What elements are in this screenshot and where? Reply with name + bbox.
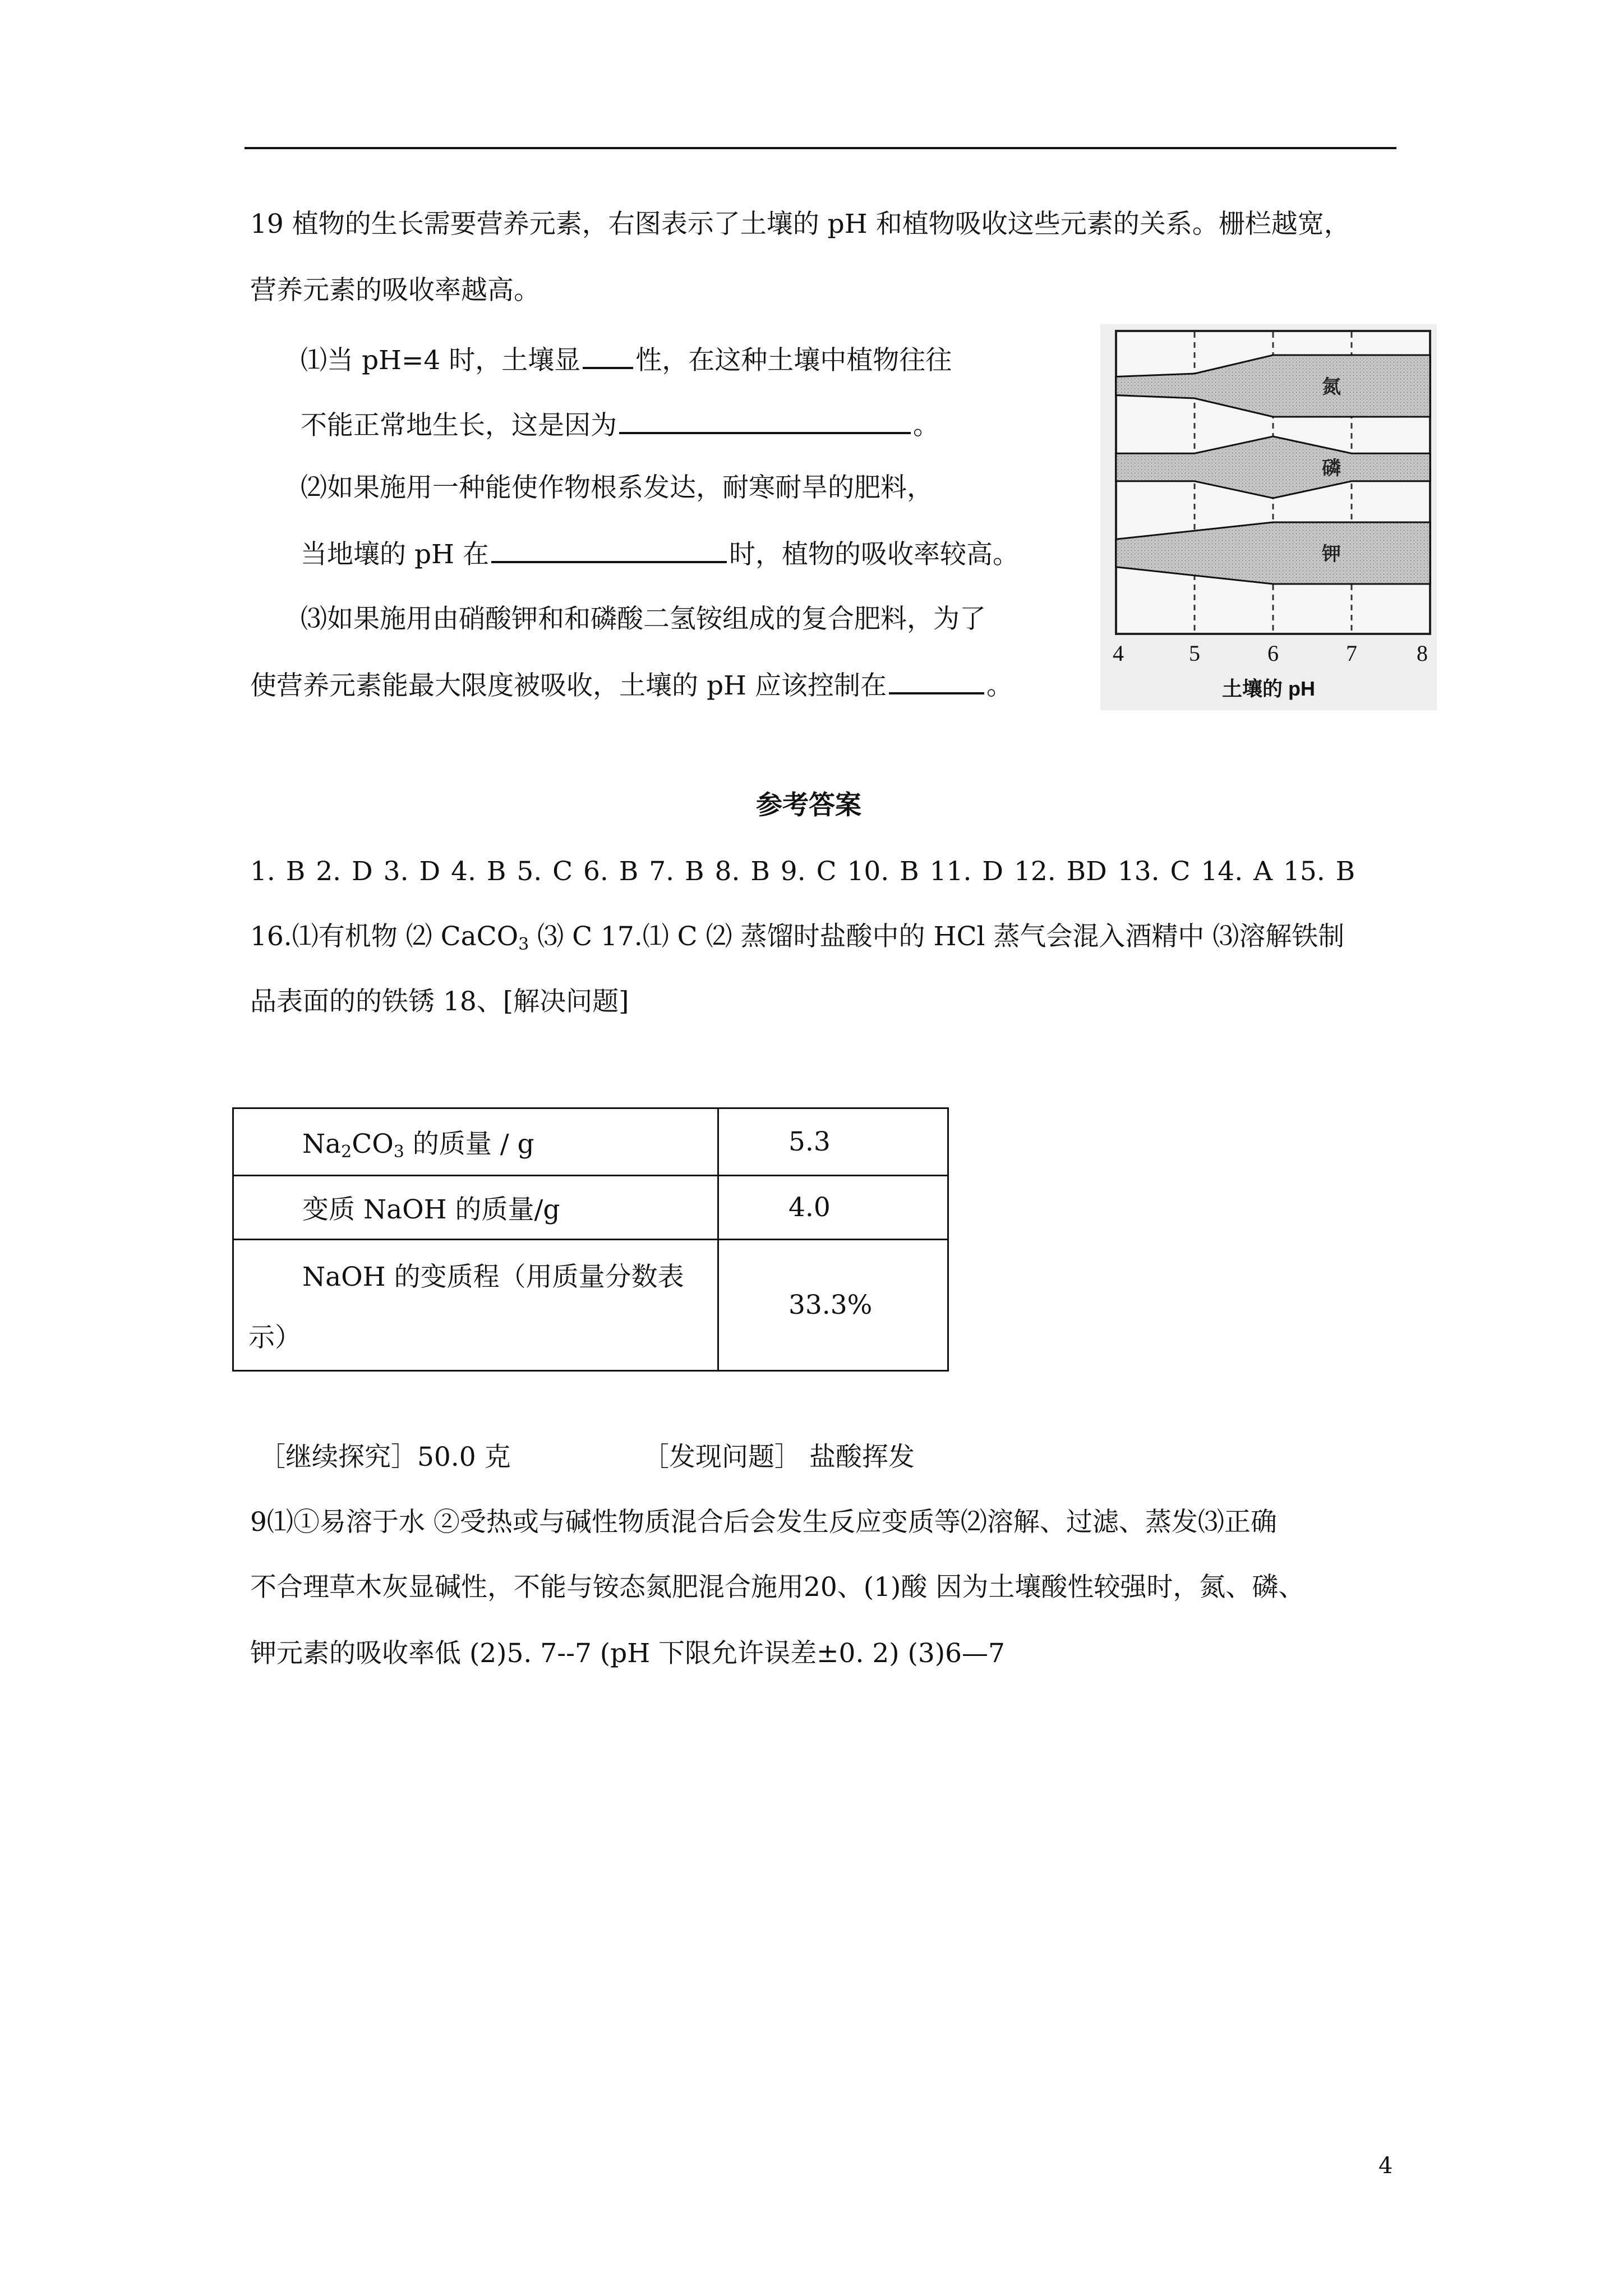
- answers-line-5: 9⑴①易溶于水 ②受热或与碱性物质混合后会发生反应变质等⑵溶解、过滤、蒸发⑶正确: [250, 1507, 1277, 1538]
- x-axis-label: 土壤的 pH: [1222, 677, 1315, 700]
- q19-part2b-prefix: 当地壤的 pH 在: [301, 539, 489, 570]
- x-tick-label: 7: [1346, 641, 1357, 666]
- table-row: [233, 1240, 948, 1371]
- header-rule: [245, 147, 1396, 149]
- q19-part3b-suffix: 。: [986, 670, 1013, 701]
- q19-part1b-suffix: 。: [913, 410, 939, 441]
- q19-intro-line1: 19 植物的生长需要营养元素，右图表示了土壤的 pH 和植物吸收这些元素的关系。栅栏越宽，: [250, 209, 1350, 240]
- answer-blank-3[interactable]: [491, 536, 727, 563]
- x-tick-label: 4: [1113, 641, 1124, 666]
- subscript: 3: [393, 1142, 404, 1162]
- nutrient-label: 磷: [1322, 457, 1341, 480]
- table-row: [233, 1176, 948, 1240]
- answer-blank-2[interactable]: [619, 407, 911, 434]
- nutrient-bands: [1116, 355, 1430, 584]
- q19-part3-line1: ⑶如果施用由硝酸钾和和磷酸二氢铵组成的复合肥料，为了: [301, 604, 986, 634]
- answer-blank-1[interactable]: [583, 342, 633, 369]
- row3-value: 33.3%: [789, 1290, 873, 1320]
- answers-line-2a: 16.⑴有机物 ⑵ CaCO: [250, 921, 519, 952]
- q19-part1-line1: [301, 342, 952, 378]
- x-tick-label: 6: [1267, 641, 1279, 666]
- nutrient-label: 氮: [1322, 376, 1341, 398]
- row1-value: 5.3: [789, 1126, 831, 1157]
- row2-value: 4.0: [789, 1192, 831, 1223]
- x-tick-label: 8: [1417, 641, 1428, 666]
- q19-part1b-prefix: 不能正常地生长，这是因为: [301, 410, 617, 441]
- row3-label-b: 示）: [248, 1322, 301, 1353]
- subscript: 2: [341, 1142, 352, 1162]
- answers-line-7: 钾元素的吸收率低 (2)5. 7--7 (pH 下限允许误差±0. 2) (3)6—7: [250, 1638, 1005, 1669]
- answers-line-2: [250, 920, 1344, 954]
- q19-part3b-prefix: 使营养元素能最大限度被吸收，土壤的 pH 应该控制在: [250, 670, 887, 701]
- answer-blank-4[interactable]: [889, 668, 984, 694]
- table-cell-value: [718, 1108, 948, 1176]
- q19-part1-prefix: ⑴当 pH=4 时，土壤显: [301, 345, 581, 376]
- q19-part2-line2: [301, 536, 1019, 572]
- answers-line-6: 不合理草木灰显碱性，不能与铵态氮肥混合施用20、(1)酸 因为土壤酸性较强时，氮、磷、: [250, 1572, 1305, 1603]
- soil-ph-absorption-chart: [1100, 324, 1437, 710]
- q19-intro-line2: 营养元素的吸收率越高。: [250, 275, 540, 306]
- x-tick-label: 5: [1189, 641, 1200, 666]
- page-number: 4: [1378, 2153, 1393, 2179]
- q19-part2b-suffix: 时，植物的吸收率较高。: [728, 539, 1019, 570]
- answers-line-2b: ⑶ C 17.⑴ C ⑵ 蒸馏时盐酸中的 HCl 蒸气会混入酒精中 ⑶溶解铁制: [529, 921, 1345, 952]
- q19-part1-line2: [301, 407, 939, 443]
- table-cell-label: [233, 1176, 718, 1240]
- answers-line-3: 品表面的的铁锈 18、[解决问题]: [250, 986, 629, 1017]
- q19-part1-suffix: 性，在这种土壤中植物往往: [635, 345, 952, 376]
- table-cell-label: [233, 1240, 718, 1371]
- answer-table: [232, 1107, 949, 1372]
- answers-line-2-subscript: 3: [518, 935, 529, 954]
- q19-part3-line2: [250, 668, 1013, 703]
- table-row: [233, 1108, 948, 1176]
- row2-label: 变质 NaOH 的质量/g: [302, 1194, 560, 1225]
- answers-line-4b: ［发现问题］ 盐酸挥发: [643, 1442, 915, 1473]
- answers-heading: 参考答案: [756, 790, 861, 821]
- answers-line-4a: ［继续探究］50.0 克: [259, 1442, 511, 1473]
- mass-label: 的质量 / g: [404, 1129, 534, 1159]
- answers-line-1: 1. B 2. D 3. D 4. B 5. C 6. B 7. B 8. B 9. C 10. B 11. D 12. BD 13. C 14. A 15. B: [250, 856, 1355, 887]
- co-text: CO: [352, 1129, 394, 1159]
- table-cell-value: [718, 1176, 948, 1240]
- table-cell-label: [233, 1108, 718, 1176]
- nutrient-label: 钾: [1322, 543, 1341, 565]
- table-cell-value: [718, 1240, 948, 1371]
- na-text: Na: [302, 1129, 342, 1159]
- q19-part2-line1: ⑵如果施用一种能使作物根系发达，耐寒耐旱的肥料，: [301, 472, 933, 503]
- row3-label-a: NaOH 的变质程（用质量分数表: [302, 1261, 684, 1292]
